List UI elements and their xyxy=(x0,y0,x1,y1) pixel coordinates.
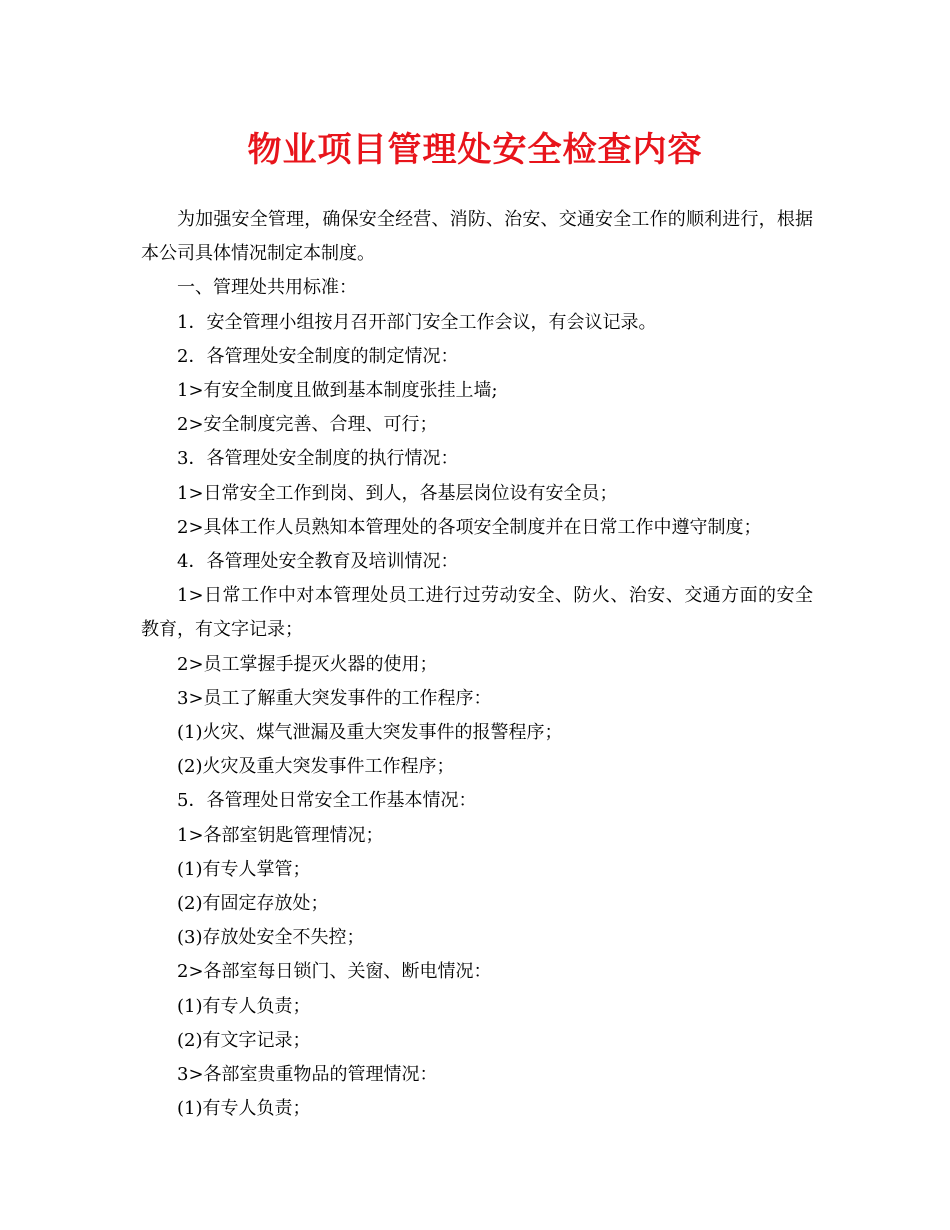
paragraph: 2>具体工作人员熟知本管理处的各项安全制度并在日常工作中遵守制度； xyxy=(177,516,762,538)
paragraph: (1)有专人掌管； xyxy=(177,858,311,880)
document-body xyxy=(141,203,813,1126)
paragraph: 1>日常安全工作到岗、到人，各基层岗位设有安全员； xyxy=(177,482,618,504)
paragraph: 1>有安全制度且做到基本制度张挂上墙; xyxy=(177,380,498,402)
paragraph: 5．各管理处日常安全工作基本情况： xyxy=(177,790,477,812)
paragraph: 3>各部室贵重物品的管理情况： xyxy=(177,1064,438,1086)
paragraph: 2>安全制度完善、合理、可行； xyxy=(177,414,438,436)
paragraph: 2>员工掌握手提灭火器的使用； xyxy=(177,653,438,675)
paragraph: 1．安全管理小组按月召开部门安全工作会议，有会议记录。 xyxy=(177,311,657,333)
paragraph: 4．各管理处安全教育及培训情况： xyxy=(177,551,459,573)
paragraph: (1)有专人负责； xyxy=(177,995,311,1017)
paragraph: 3．各管理处安全制度的执行情况： xyxy=(177,448,459,470)
paragraph: (1)有专人负责； xyxy=(177,1098,311,1120)
paragraph: 3>员工了解重大突发事件的工作程序： xyxy=(177,687,492,709)
paragraph: (2)有文字记录； xyxy=(177,1029,311,1051)
paragraph: 1>日常工作中对本管理处员工进行过劳动安全、防火、治安、交通方面的安全教育，有文字记录； xyxy=(141,585,813,641)
paragraph: 2>各部室每日锁门、关窗、断电情况： xyxy=(177,961,492,983)
paragraph: (2)有固定存放处； xyxy=(177,893,329,915)
section-heading: 一、管理处共用标准： xyxy=(177,277,357,299)
paragraph: (1)火灾、煤气泄漏及重大突发事件的报警程序； xyxy=(177,722,563,744)
paragraph: (3)存放处安全不失控； xyxy=(177,927,365,949)
paragraph: 1>各部室钥匙管理情况； xyxy=(177,824,384,846)
document-title: 物业项目管理处安全检查内容 xyxy=(247,130,703,170)
paragraph: (2)火灾及重大突发事件工作程序； xyxy=(177,756,455,778)
paragraph: 2．各管理处安全制度的制定情况： xyxy=(177,345,459,367)
paragraph: 为加强安全管理，确保安全经营、消防、治安、交通安全工作的顺利进行，根据本公司具体情况制定本制度。 xyxy=(141,209,813,265)
